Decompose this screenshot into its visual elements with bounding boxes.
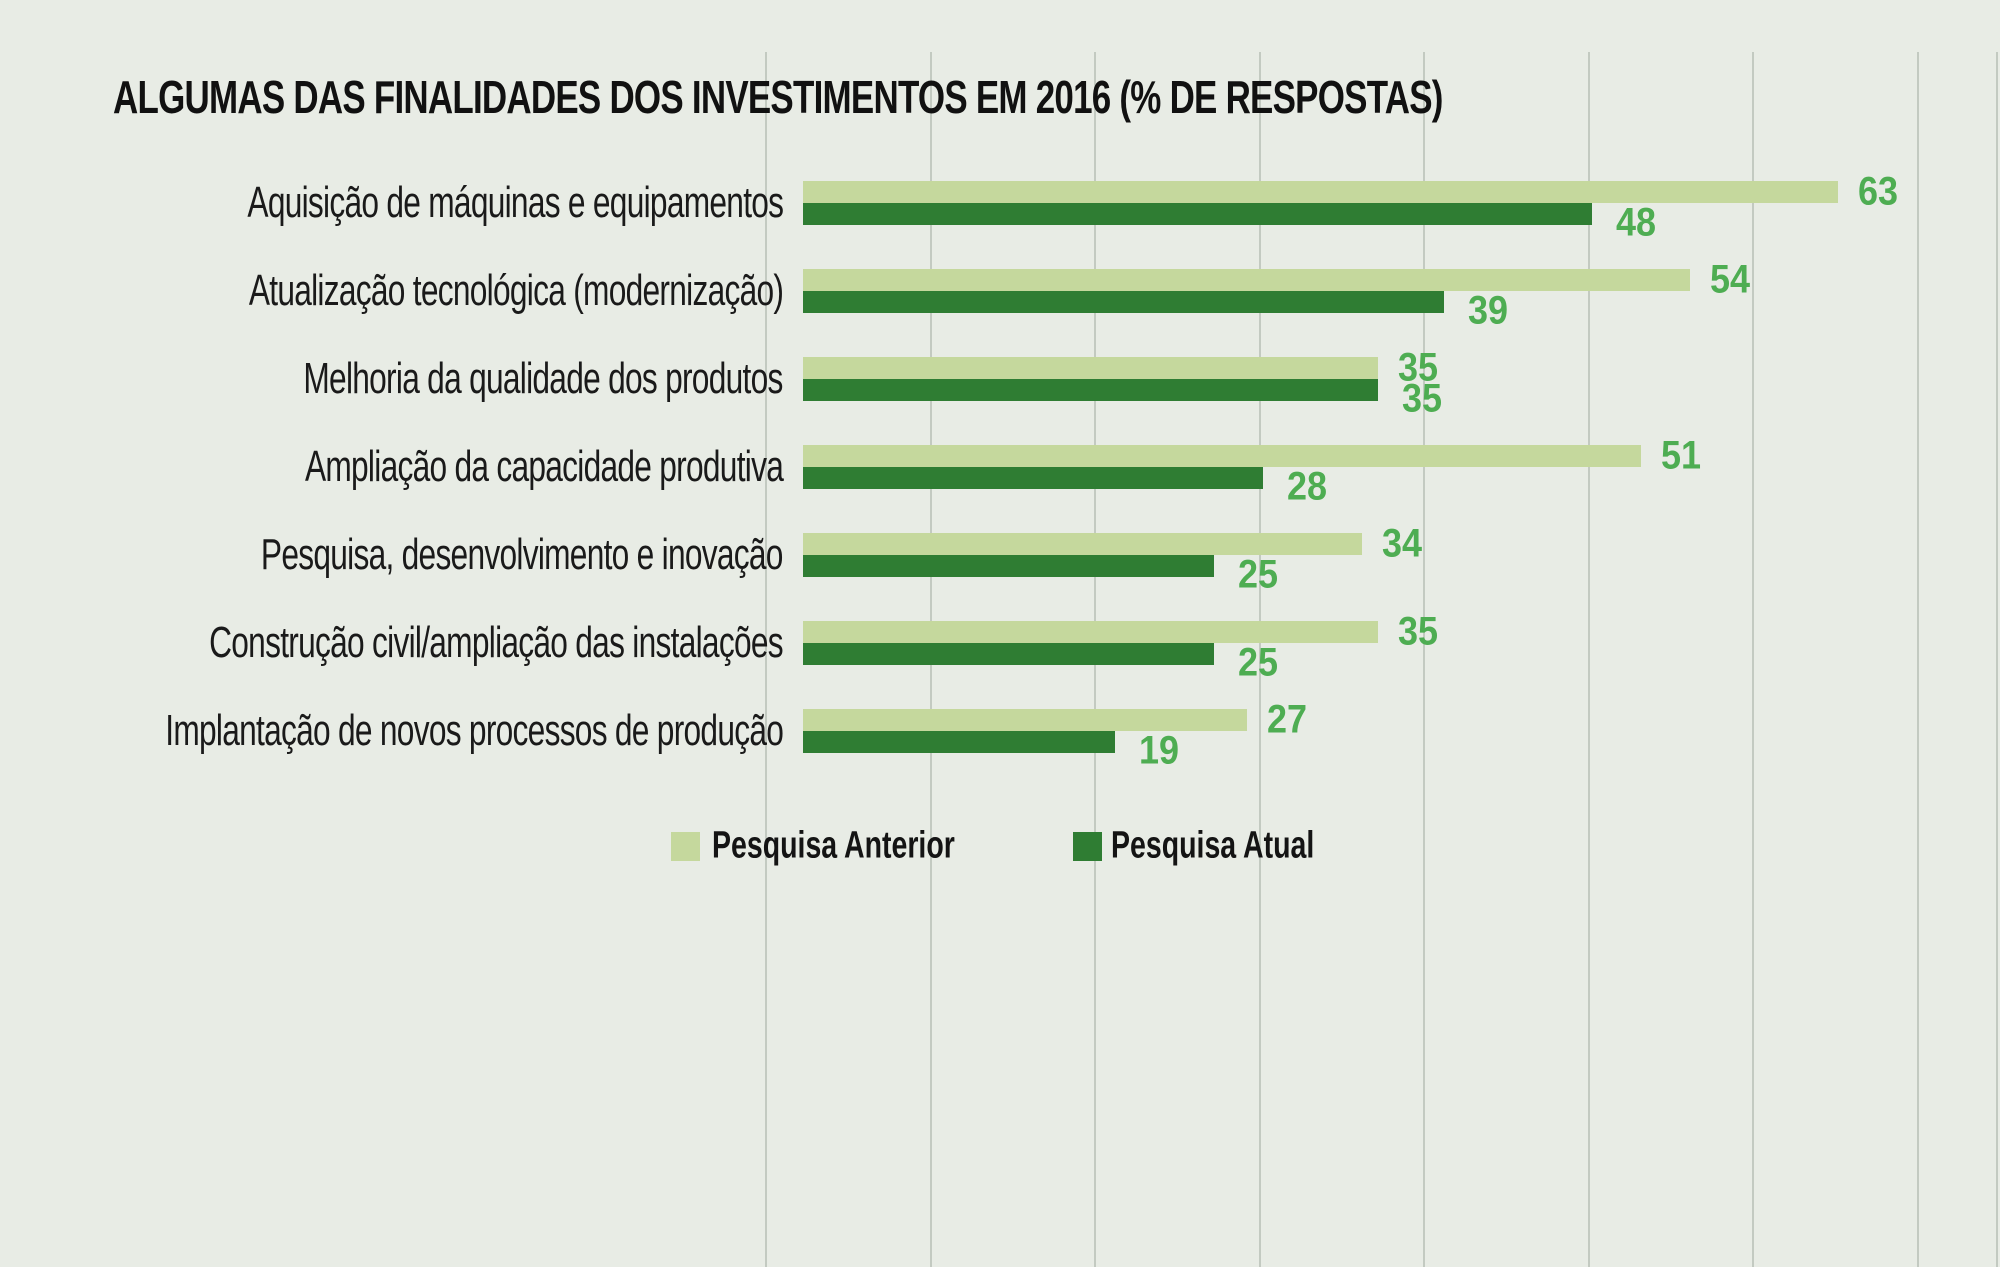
value-label-pesquisa-atual: 25 <box>1237 640 1278 685</box>
value-label-pesquisa-anterior: 34 <box>1381 521 1422 566</box>
gridline <box>1752 52 1754 1267</box>
bar-pesquisa-atual <box>803 467 1263 489</box>
category-label: Implantação de novos processos de produção <box>165 706 783 755</box>
gridline <box>1917 52 1919 1267</box>
bar-pesquisa-atual <box>803 379 1378 401</box>
value-label-pesquisa-atual: 19 <box>1139 728 1180 773</box>
bar-pesquisa-atual <box>803 291 1444 313</box>
bar-pesquisa-anterior <box>803 709 1247 731</box>
gridline <box>1588 52 1590 1267</box>
value-label-pesquisa-anterior: 35 <box>1398 609 1439 654</box>
bar-pesquisa-anterior <box>803 269 1690 291</box>
bar-pesquisa-anterior <box>803 181 1838 203</box>
value-label-pesquisa-anterior: 63 <box>1858 169 1899 214</box>
gridline <box>1423 52 1425 1267</box>
category-label: Atualização tecnológica (modernização) <box>248 266 783 315</box>
right-edge-line <box>1996 52 1998 1267</box>
value-label-pesquisa-atual: 28 <box>1287 464 1328 509</box>
category-label: Construção civil/ampliação das instalações <box>209 618 783 667</box>
legend-swatch-pesquisa-anterior-icon <box>671 832 700 861</box>
category-label: Aquisição de máquinas e equipamentos <box>247 178 783 227</box>
category-label: Melhoria da qualidade dos produtos <box>303 354 783 403</box>
legend-swatch-pesquisa-atual-icon <box>1073 832 1102 861</box>
value-label-pesquisa-atual: 35 <box>1402 376 1443 421</box>
value-label-pesquisa-atual: 39 <box>1467 288 1508 333</box>
category-label: Ampliação da capacidade produtiva <box>304 442 783 491</box>
value-label-pesquisa-anterior: 35 <box>1398 345 1439 390</box>
value-label-pesquisa-anterior: 27 <box>1266 697 1307 742</box>
value-label-pesquisa-atual: 25 <box>1237 552 1278 597</box>
bar-pesquisa-anterior <box>803 445 1641 467</box>
value-label-pesquisa-anterior: 54 <box>1710 257 1751 302</box>
bar-pesquisa-anterior <box>803 621 1378 643</box>
legend-label-pesquisa-anterior: Pesquisa Anterior <box>712 824 955 867</box>
bar-pesquisa-atual <box>803 203 1592 225</box>
bar-pesquisa-atual <box>803 643 1214 665</box>
value-label-pesquisa-atual: 48 <box>1615 200 1656 245</box>
bar-pesquisa-atual <box>803 731 1115 753</box>
legend-label-pesquisa-atual: Pesquisa Atual <box>1111 824 1315 867</box>
value-label-pesquisa-anterior: 51 <box>1660 433 1701 478</box>
category-label: Pesquisa, desenvolvimento e inovação <box>261 530 783 579</box>
bar-pesquisa-anterior <box>803 357 1378 379</box>
page-title: ALGUMAS DAS FINALIDADES DOS INVESTIMENTOS EM 2016 (% DE RESPOSTAS) <box>113 71 1443 123</box>
bar-pesquisa-atual <box>803 555 1214 577</box>
